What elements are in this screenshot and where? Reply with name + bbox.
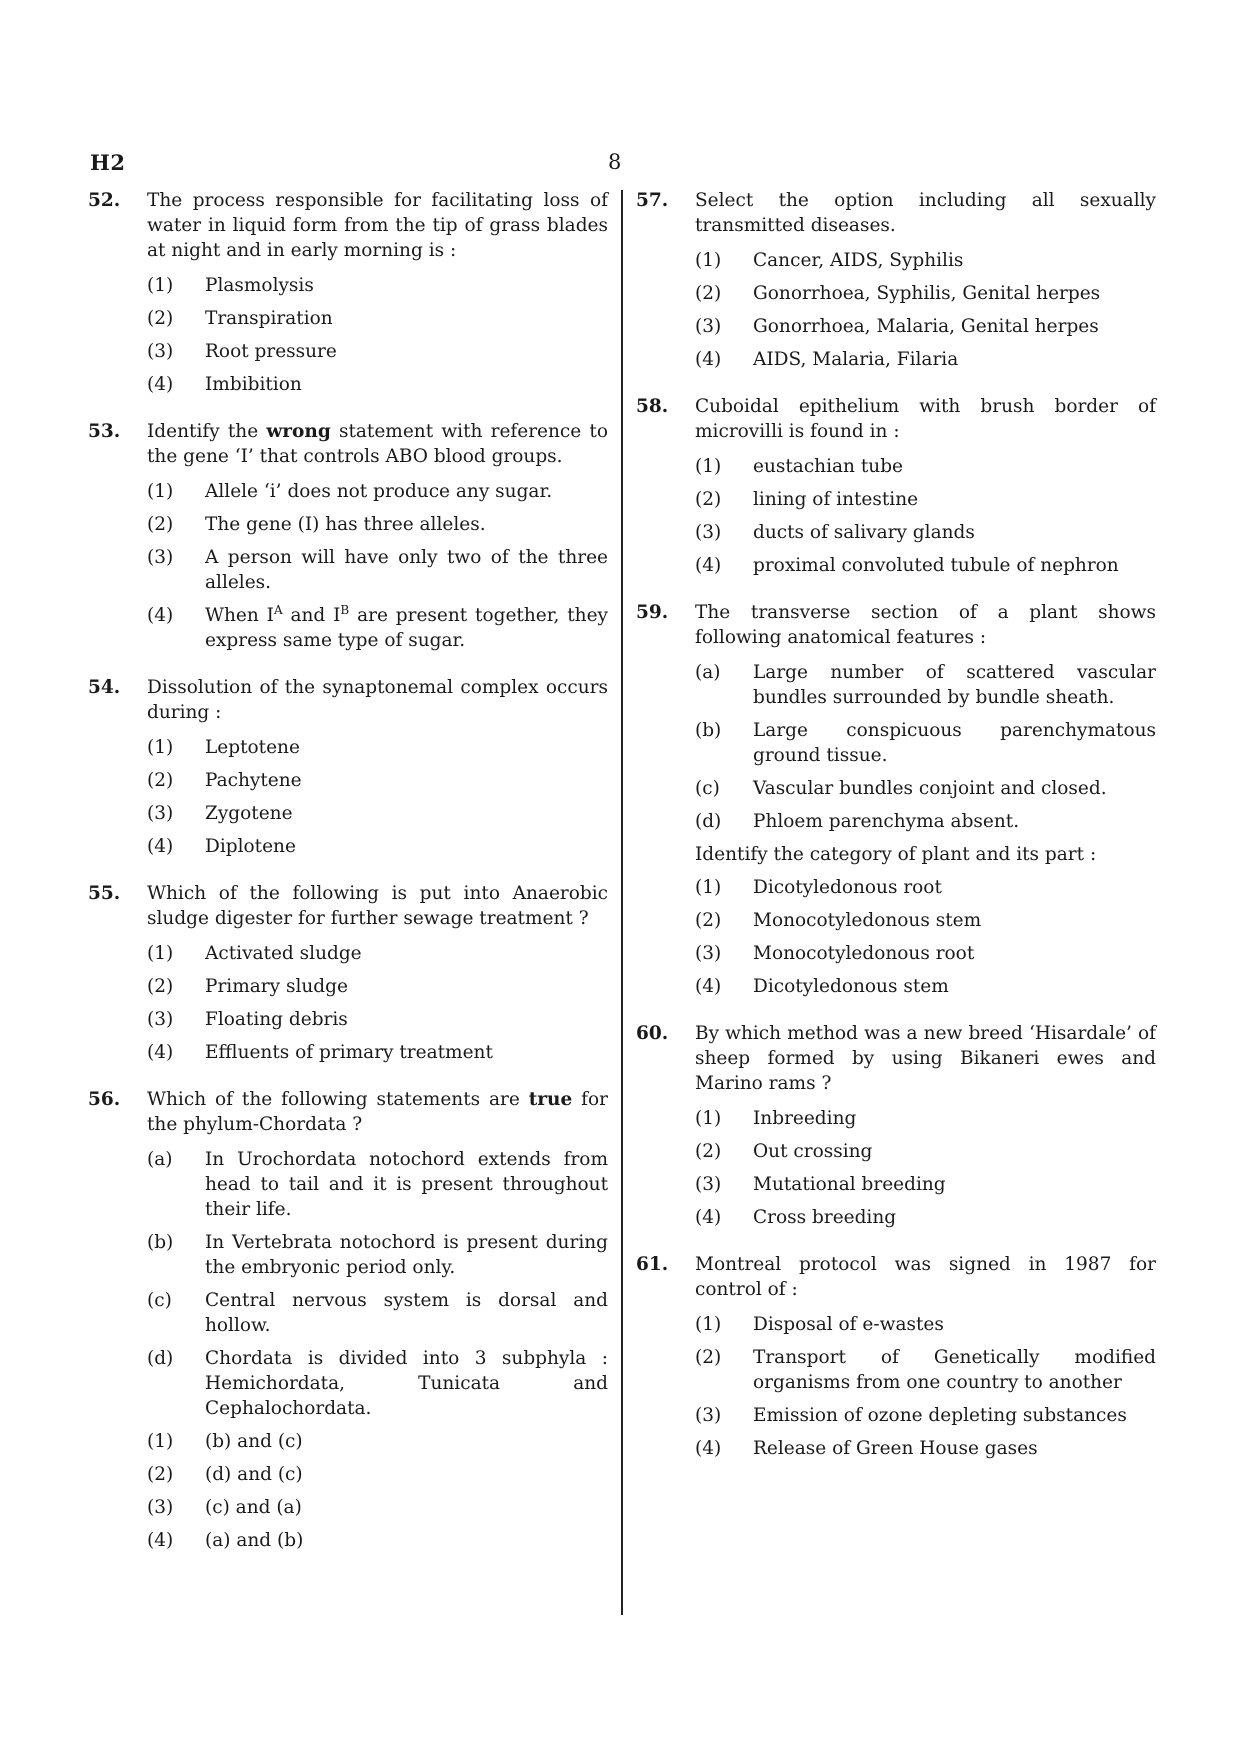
option-key: (4) <box>147 374 174 395</box>
option-text: Emission of ozone depleting substances <box>753 1405 1127 1426</box>
question-text-post: statement with reference to the gene ‘I’ that controls ABO blood groups. <box>147 421 608 467</box>
question-text: Cuboidal epithelium with brush border of microvilli is found in : <box>695 396 1156 442</box>
question-number: 54. <box>88 677 121 698</box>
option-key: (1) <box>147 943 174 964</box>
option-2 <box>695 487 1156 512</box>
option-key: (2) <box>147 1464 174 1485</box>
option-text: Floating debris <box>205 1009 348 1030</box>
option-key: (1) <box>695 877 722 898</box>
option-key: (3) <box>147 1009 174 1030</box>
option-text: Primary sludge <box>205 976 348 997</box>
statement-key: (c) <box>147 1290 172 1311</box>
option-1 <box>147 479 608 504</box>
option-3 <box>147 339 608 364</box>
option-1 <box>695 875 1156 900</box>
option-text: Monocotyledonous root <box>753 943 975 964</box>
option-text: Diplotene <box>205 836 296 857</box>
question-text: By which method was a new breed ‘Hisardale’ of sheep formed by using Bikaneri ewes and Marino rams ? <box>695 1023 1156 1094</box>
option-3 <box>695 1172 1156 1197</box>
option-4 <box>695 347 1156 372</box>
option-key: (2) <box>147 976 174 997</box>
question-number: 59. <box>636 602 669 623</box>
option-text: Imbibition <box>205 374 302 395</box>
statement-key: (d) <box>147 1348 174 1369</box>
option-1 <box>147 735 608 760</box>
option-key: (1) <box>147 737 174 758</box>
question-text-post: for the phylum-Chordata ? <box>147 1089 608 1135</box>
question-text: Select the option including all sexually transmitted diseases. <box>695 190 1156 236</box>
option-1 <box>695 454 1156 479</box>
question-text: The transverse section of a plant shows following anatomical features : <box>695 602 1156 648</box>
option-key: (2) <box>695 910 722 931</box>
question-text: Dissolution of the synaptonemal complex occurs during : <box>147 677 608 723</box>
question-number: 53. <box>88 421 121 442</box>
option-text: Monocotyledonous stem <box>753 910 982 931</box>
question-text <box>147 1087 608 1137</box>
option-4 <box>695 1436 1156 1461</box>
option-4 <box>695 974 1156 999</box>
question-number: 60. <box>636 1023 669 1044</box>
option-key: (3) <box>147 803 174 824</box>
option-text: Dicotyledonous root <box>753 877 942 898</box>
statement-text: In Vertebrata notochord is present during the embryonic period only. <box>205 1232 608 1278</box>
option-3 <box>695 941 1156 966</box>
question-number: 61. <box>636 1254 669 1275</box>
option-text: Activated sludge <box>205 943 362 964</box>
option-text: Mutational breeding <box>753 1174 946 1195</box>
question-57 <box>636 188 1156 372</box>
option-text-part: and I <box>282 605 341 626</box>
option-1 <box>695 1106 1156 1131</box>
option-1 <box>695 1312 1156 1337</box>
statement-key: (b) <box>695 720 722 741</box>
question-number: 58. <box>636 396 669 417</box>
superscript-b: B <box>340 602 350 617</box>
option-text: (a) and (b) <box>205 1530 304 1551</box>
question-number: 52. <box>88 190 121 211</box>
statement-key: (a) <box>147 1149 173 1170</box>
option-key: (4) <box>695 1438 722 1459</box>
statement-text: Central nervous system is dorsal and hollow. <box>205 1290 608 1336</box>
question-52 <box>88 188 608 397</box>
option-2 <box>695 1345 1156 1395</box>
option-text <box>205 603 608 653</box>
statement-text: Large conspicuous parenchymatous ground tissue. <box>753 720 1156 766</box>
option-key: (1) <box>695 456 722 477</box>
option-text: (b) and (c) <box>205 1431 303 1452</box>
option-key: (4) <box>695 1207 722 1228</box>
option-text: Gonorrhoea, Malaria, Genital herpes <box>753 316 1099 337</box>
statement-key: (b) <box>147 1232 174 1253</box>
question-instruction: Identify the category of plant and its part : <box>695 844 1097 865</box>
option-3 <box>695 1403 1156 1428</box>
option-key: (4) <box>147 836 174 857</box>
option-3 <box>147 801 608 826</box>
option-text: Gonorrhoea, Syphilis, Genital herpes <box>753 283 1101 304</box>
option-text: Dicotyledonous stem <box>753 976 949 997</box>
statement-key: (a) <box>695 662 721 683</box>
statement-text: Vascular bundles conjoint and closed. <box>753 778 1107 799</box>
option-text: ducts of salivary glands <box>753 522 975 543</box>
option-text: Zygotene <box>205 803 293 824</box>
statement-c <box>695 776 1156 801</box>
option-text: A person will have only two of the three alleles. <box>205 547 608 593</box>
option-1 <box>147 941 608 966</box>
option-key: (1) <box>695 1108 722 1129</box>
statement-key: (d) <box>695 811 722 832</box>
option-text: Transpiration <box>205 308 333 329</box>
option-key: (3) <box>147 547 174 568</box>
statement-b <box>147 1230 608 1280</box>
statement-text: Large number of scattered vascular bundles surrounded by bundle sheath. <box>753 662 1156 708</box>
option-key: (3) <box>695 943 722 964</box>
statement-a <box>147 1147 608 1222</box>
statement-text: In Urochordata notochord extends from head to tail and it is present throughout their life. <box>205 1149 608 1220</box>
statement-c <box>147 1288 608 1338</box>
option-key: (2) <box>147 308 174 329</box>
option-4 <box>695 553 1156 578</box>
option-key: (3) <box>695 522 722 543</box>
question-54 <box>88 675 608 859</box>
question-61 <box>636 1252 1156 1461</box>
option-3 <box>147 1495 608 1520</box>
question-59 <box>636 600 1156 999</box>
option-4 <box>147 834 608 859</box>
option-key: (2) <box>695 1141 722 1162</box>
option-text: proximal convoluted tubule of nephron <box>753 555 1119 576</box>
option-key: (1) <box>147 1431 174 1452</box>
question-text: Which of the following is put into Anaerobic sludge digester for further sewage treatment ? <box>147 883 608 929</box>
option-3 <box>147 1007 608 1032</box>
statement-a <box>695 660 1156 710</box>
question-text: Montreal protocol was signed in 1987 for control of : <box>695 1254 1156 1300</box>
option-2 <box>147 768 608 793</box>
statement-d <box>147 1346 608 1421</box>
option-text: Transport of Genetically modified organisms from one country to another <box>753 1347 1156 1393</box>
option-key: (1) <box>695 250 722 271</box>
question-56 <box>88 1087 608 1553</box>
option-2 <box>147 974 608 999</box>
option-key: (4) <box>147 1530 174 1551</box>
option-text: Cross breeding <box>753 1207 897 1228</box>
question-60 <box>636 1021 1156 1230</box>
superscript-a: A <box>273 602 283 617</box>
option-text: eustachian tube <box>753 456 903 477</box>
option-4 <box>147 1040 608 1065</box>
question-text-emphasis: wrong <box>266 421 331 442</box>
right-column <box>636 188 1156 1483</box>
option-key: (3) <box>695 316 722 337</box>
option-2 <box>695 281 1156 306</box>
question-number: 56. <box>88 1089 121 1110</box>
statement-text: Chordata is divided into 3 subphyla : Hemichordata, Tunicata and Cephalochordata. <box>205 1348 608 1419</box>
option-text: The gene (I) has three alleles. <box>205 514 486 535</box>
question-text: The process responsible for facilitating loss of water in liquid form from the tip of grass blades at night and in early morning is : <box>147 190 608 261</box>
question-53 <box>88 419 608 653</box>
option-4 <box>147 372 608 397</box>
option-key: (2) <box>147 514 174 535</box>
left-column <box>88 188 608 1575</box>
option-text-part: are present together, they express same type of sugar. <box>205 605 608 651</box>
option-1 <box>147 1429 608 1454</box>
page-number: 8 <box>608 150 622 174</box>
option-text: Inbreeding <box>753 1108 857 1129</box>
statement-d <box>695 809 1156 834</box>
option-key: (2) <box>695 283 722 304</box>
question-text <box>147 419 608 469</box>
statement-text: Phloem parenchyma absent. <box>753 811 1020 832</box>
statement-key: (c) <box>695 778 720 799</box>
statement-b <box>695 718 1156 768</box>
option-text: Pachytene <box>205 770 302 791</box>
option-text: lining of intestine <box>753 489 919 510</box>
option-key: (1) <box>147 481 174 502</box>
question-58 <box>636 394 1156 578</box>
option-key: (4) <box>147 605 174 626</box>
option-text: Leptotene <box>205 737 300 758</box>
option-key: (4) <box>695 555 722 576</box>
option-text: Out crossing <box>753 1141 873 1162</box>
column-divider <box>621 190 623 1615</box>
option-text: (d) and (c) <box>205 1464 303 1485</box>
option-key: (2) <box>695 1347 722 1368</box>
option-1 <box>147 273 608 298</box>
option-key: (2) <box>695 489 722 510</box>
option-3 <box>695 314 1156 339</box>
option-text: Effluents of primary treatment <box>205 1042 493 1063</box>
option-4 <box>695 1205 1156 1230</box>
question-number: 55. <box>88 883 121 904</box>
option-text: AIDS, Malaria, Filaria <box>753 349 959 370</box>
option-key: (4) <box>695 349 722 370</box>
option-key: (1) <box>695 1314 722 1335</box>
question-text-pre: Identify the <box>147 421 267 442</box>
option-text-part: When I <box>205 605 274 626</box>
option-text: Root pressure <box>205 341 337 362</box>
option-text: (c) and (a) <box>205 1497 302 1518</box>
option-key: (3) <box>695 1174 722 1195</box>
option-2 <box>147 306 608 331</box>
option-key: (2) <box>147 770 174 791</box>
option-text: Release of Green House gases <box>753 1438 1038 1459</box>
option-2 <box>147 512 608 537</box>
question-number: 57. <box>636 190 669 211</box>
question-text-pre: Which of the following statements are <box>147 1089 529 1110</box>
question-55 <box>88 881 608 1065</box>
paper-code: H2 <box>90 150 126 175</box>
option-key: (4) <box>695 976 722 997</box>
option-3 <box>695 520 1156 545</box>
option-key: (1) <box>147 275 174 296</box>
option-key: (4) <box>147 1042 174 1063</box>
option-2 <box>695 908 1156 933</box>
option-1 <box>695 248 1156 273</box>
option-3 <box>147 545 608 595</box>
option-4 <box>147 603 608 653</box>
question-text-emphasis: true <box>528 1089 573 1110</box>
option-key: (3) <box>695 1405 722 1426</box>
option-text: Disposal of e-wastes <box>753 1314 944 1335</box>
option-2 <box>695 1139 1156 1164</box>
option-4 <box>147 1528 608 1553</box>
option-key: (3) <box>147 1497 174 1518</box>
option-2 <box>147 1462 608 1487</box>
option-text: Plasmolysis <box>205 275 314 296</box>
option-key: (3) <box>147 341 174 362</box>
option-text: Cancer, AIDS, Syphilis <box>753 250 964 271</box>
option-text: Allele ‘i’ does not produce any sugar. <box>205 481 553 502</box>
